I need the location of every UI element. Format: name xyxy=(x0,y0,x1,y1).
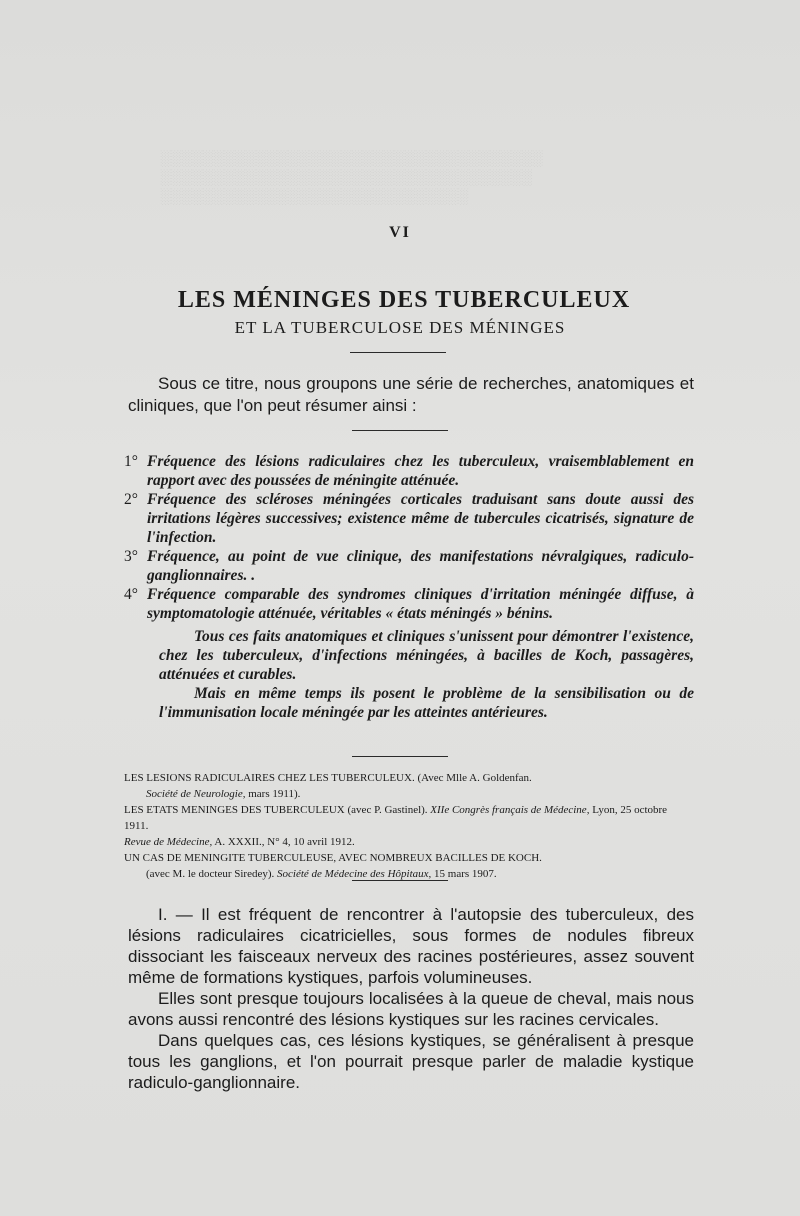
conclusion-paragraph: Tous ces faits anatomiques et cliniques s'unissent pour démontrer l'existence, chez les tuberculeux, d'infections méningées, à bacilles de Koch, passagères, atténuées et curables. xyxy=(159,628,694,683)
body-paragraph: I. — Il est fréquent de rencontrer à l'autopsie des tuberculeux, des lésions radiculaires cicatricielles, sous formes de nodules fibreux dissociant les faisceaux nerveux des racines postérieures, assez souvent même de formations kystiques, parfois volumineuses. xyxy=(128,905,694,987)
bleed-through-text: ░░░░░░░░░░░░░░░░░░░░░░░░░░░░░░░░░░░░ ░░░░░░░░░░░░░░░░░░░░░░░░░░░░░░░░░░░ ░░░░░░░░░░░░░░░░░░░░░░░░░░░░░ xyxy=(160,151,543,205)
divider xyxy=(352,756,448,757)
section-number: VI xyxy=(389,224,411,241)
divider xyxy=(350,352,446,353)
findings-list xyxy=(124,452,694,722)
reference-item-cont: (avec M. le docteur Siredey). Société de Médecine des Hôpitaux, 15 mars 1907. xyxy=(146,868,497,880)
body-paragraph: Dans quelques cas, ces lésions kystiques, se généralisent à presque tous les ganglions, et l'on pourrait presque parler de maladie kystique radiculo-ganglionnaire. xyxy=(128,1031,694,1092)
reference-list xyxy=(124,770,694,882)
conclusion-paragraph: Mais en même temps ils posent le problème de la sensibilisation ou de l'immunisation locale méningée par les atteintes antérieures. xyxy=(159,685,694,721)
list-item: 1° Fréquence des lésions radiculaires chez les tuberculeux, vraisemblablement en rapport avec des poussées de méningite atténuée. xyxy=(124,453,694,489)
body-text xyxy=(128,904,694,1093)
reference-item: LES ETATS MENINGES DES TUBERCULEUX (avec P. Gastinel). XIIe Congrès français de Médecine, Lyon, 25 octobre 1911. xyxy=(124,804,668,832)
divider xyxy=(352,430,448,431)
divider xyxy=(352,880,448,881)
body-paragraph: Elles sont presque toujours localisées à la queue de cheval, mais nous avons aussi rencontré des lésions kystiques sur les racines cervicales. xyxy=(128,989,694,1029)
intro-paragraph: Sous ce titre, nous groupons une série de recherches, anatomiques et cliniques, que l'on peut résumer ainsi : xyxy=(128,374,694,415)
reference-item-cont: Société de Neurologie, mars 1911). xyxy=(146,788,301,800)
reference-item: Revue de Médecine, A. XXXII., N° 4, 10 avril 1912. xyxy=(124,836,355,848)
list-item: 3° Fréquence, au point de vue clinique, des manifestations névralgiques, radiculo-ganglionnaires. . xyxy=(124,548,694,584)
list-item: 2° Fréquence des scléroses méningées corticales traduisant sans doute aussi des irritations légères successives; existence même de tubercules cicatrisés, signature de l'infection. xyxy=(124,491,694,546)
reference-item: UN CAS DE MENINGITE TUBERCULEUSE, AVEC NOMBREUX BACILLES DE KOCH. xyxy=(124,852,542,864)
reference-item: LES LESIONS RADICULAIRES CHEZ LES TUBERCULEUX. (Avec Mlle A. Goldenfan. xyxy=(124,772,532,784)
list-item: 4° Fréquence comparable des syndromes cliniques d'irritation méningée diffuse, à symptomatologie atténuée, véritables « états méningés » bénins. xyxy=(124,586,694,622)
page-title: LES MÉNINGES DES TUBERCULEUX xyxy=(177,287,631,313)
page-subtitle: ET LA TUBERCULOSE DES MÉNINGES xyxy=(234,318,566,337)
